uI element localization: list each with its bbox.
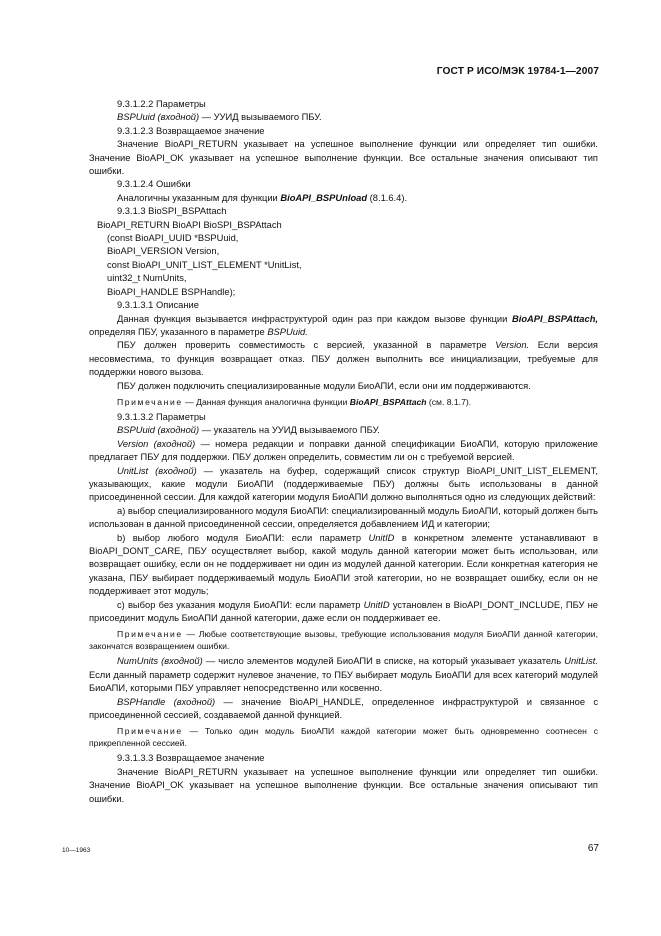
list-item: b) выбор любого модуля БиоАПИ: если параметр UnitID в конкретном элементе устанавливают в BioAPI_DONT_CARE, ПБУ осуществляет выбор, какой модуль данной категории может быть использован, или возвращает ошибку, если он не поддерживает ни один из модулей данной категории. Если конкретная категория не указана, ПБУ выбирает поддерживаемый модуль БиоАПИ этой категории, но не возвращает ошибку, если он не поддерживает этот модуль; xyxy=(89,532,599,597)
subsection-heading: 9.3.1.3.2 Параметры xyxy=(117,411,206,422)
list-item: c) выбор без указания модуля БиоАПИ: если параметр UnitID установлен в BioAPI_DONT_INCLUDE, ПБУ не присоединит модуль БиоАПИ данной категории, даже если он поддерживает ее. xyxy=(89,599,598,624)
page-number: 67 xyxy=(587,843,599,854)
paragraph: Значение BioAPI_RETURN указывает на успешное выполнение функции или определяет тип ошибки. Значение BioAPI_OK указывает на успешное выполнение функции. Все остальные значения описывают тип ошибки. xyxy=(89,766,598,804)
code-line: uint32_t NumUnits, xyxy=(107,273,187,284)
param-item: BSPUuid (входной) — указатель на УУИД вызываемого ПБУ. xyxy=(117,425,380,436)
running-header: ГОСТ Р ИСО/МЭК 19784-1—2007 xyxy=(436,66,599,77)
paragraph: Данная функция вызывается инфраструктурой один раз при каждом вызове функции BioAPI_BSPAttach, определяя ПБУ, указанного в параметре BSPUuid. xyxy=(89,313,598,337)
code-line: BioAPI_RETURN BioAPI BioSPI_BSPAttach xyxy=(97,219,282,230)
subsection-heading: 9.3.1.2.3 Возвращаемое значение xyxy=(117,125,265,136)
page-body xyxy=(89,98,598,806)
paragraph: Аналогичны указанным для функции BioAPI_BSPUnload (8.1.6.4). xyxy=(117,192,408,203)
code-line: (const BioAPI_UUID *BSPUuid, xyxy=(107,233,239,244)
param-item: BSPHandle (входной) — значение BioAPI_HANDLE, определенное инфраструктурой и связанное с присоединенной сессией, создаваемой данной функцией. xyxy=(89,696,598,721)
note: Примечание — Данная функция аналогична функции BioAPI_BSPAttach (см. 8.1.7). xyxy=(117,396,472,407)
paragraph: Значение BioAPI_RETURN указывает на успешное выполнение функции или определяет тип ошибки. Значение BioAPI_OK указывает на успешное выполнение функции. Все остальные значения описывают тип ошибки. xyxy=(89,139,598,177)
code-line: BioAPI_HANDLE BSPHandle); xyxy=(107,286,236,297)
print-code: 10—1963 xyxy=(62,847,91,854)
paragraph: ПБУ должен подключить специализированные модули БиоАПИ, если они им поддерживаются. xyxy=(117,380,531,391)
subsection-heading: 9.3.1.2.2 Параметры xyxy=(117,99,206,109)
list-item: а) выбор специализированного модуля БиоАПИ: специализированный модуль БиоАПИ, который должен быть использован в данной присоединенной сессии, определяется добавлением ИД и категории; xyxy=(89,505,598,530)
code-line: BioAPI_VERSION Version, xyxy=(107,246,220,257)
subsection-heading: 9.3.1.3.1 Описание xyxy=(117,300,199,311)
param-item: UnitList (входной) — указатель на буфер, содержащий список структур BioAPI_UNIT_LIST_ELEMENT, указывающих, какие модули БиоАПИ (поддерживаемые ПБУ) должны быть использованы в данной присоединенной сессии. Для каждой категории модуля БиоАПИ должно выполняться одно из следующих действий: xyxy=(89,465,598,503)
section-heading: 9.3.1.3 BioSPI_BSPAttach xyxy=(117,206,227,217)
param-item: NumUnits (входной) — число элементов модулей БиоАПИ в списке, на который указывает указатель UnitList. Если данный параметр содержит нулевое значение, то ПБУ выбирает модуль БиоАПИ для всех категорий модулей БиоАПИ, которыми ПБУ управляет непосредственно или косвенно. xyxy=(89,656,598,694)
param-item: Version (входной) — номера редакции и поправки данной спецификации БиоАПИ, которую приложение предлагает ПБУ для поддержки. ПБУ должен определить, совместим ли он с требуемой версией. xyxy=(89,438,598,463)
param-item: BSPUuid (входной) — УУИД вызываемого ПБУ. xyxy=(117,112,322,123)
paragraph: ПБУ должен проверить совместимость с версией, указанной в параметре Version. Если версия несовместима, то функция возвращает отказ. ПБУ должен выполнить все инициализации, требуемые для поддержки нового вызова. xyxy=(89,340,598,378)
note: Примечание — Только один модуль БиоАПИ каждой категории может быть одновременно соотнесен с прикрепленной сессией. xyxy=(89,726,598,749)
subsection-heading: 9.3.1.2.4 Ошибки xyxy=(117,179,191,190)
note: Примечание — Любые соответствующие вызовы, требующие использования модуля БиоАПИ данной категории, закончатся возвращением ошибки. xyxy=(89,629,598,652)
code-line: const BioAPI_UNIT_LIST_ELEMENT *UnitList, xyxy=(107,259,302,270)
subsection-heading: 9.3.1.3.3 Возвращаемое значение xyxy=(117,753,265,764)
